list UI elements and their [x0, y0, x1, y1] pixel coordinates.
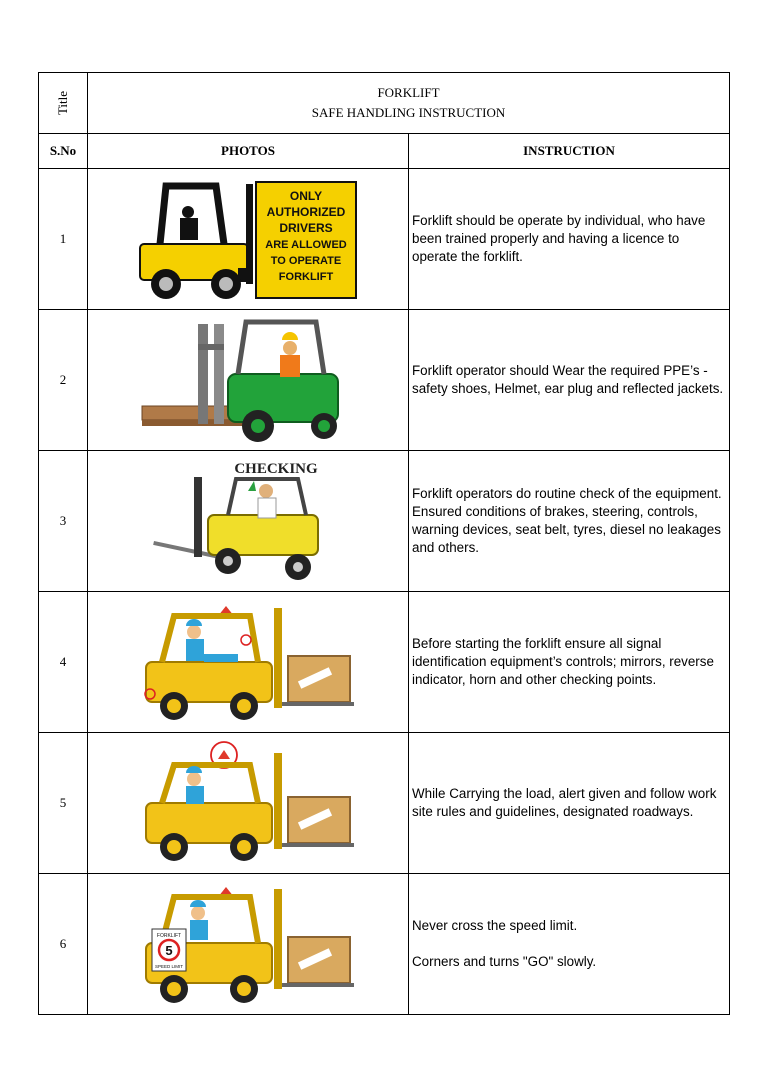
sign-line: ARE ALLOWED: [265, 239, 347, 251]
signal-check-forklift-image: [138, 598, 358, 726]
table-row: [39, 592, 730, 733]
row-number: 1: [39, 169, 88, 310]
header-row: [39, 134, 730, 169]
instruction-text: [409, 310, 730, 451]
column-header-sno: S.No: [39, 134, 88, 169]
instruction-text: [409, 169, 730, 310]
instruction-table: [38, 72, 730, 1015]
row-number: 2: [39, 310, 88, 451]
table-row: [39, 874, 730, 1015]
authorized-sign: [256, 182, 356, 298]
instruction-paragraph: Forklift operators do routine check of the equipment. Ensured conditions of brakes, steering, controls, warning devices, seat belt, tyres, diesel no leakages and others.: [412, 486, 722, 555]
beacon-icon: [218, 750, 230, 759]
green-forklift-ppe-image: [138, 314, 358, 446]
sign-line: TO OPERATE: [270, 255, 342, 267]
speed-sign-bottom: SPEED LIMIT: [154, 964, 184, 969]
column-header-photos: PHOTOS: [88, 134, 409, 169]
photo-cell: [88, 874, 409, 1015]
mirror-check-circle: [241, 635, 251, 645]
sign-line: ONLY: [289, 189, 323, 203]
instruction-paragraph: Forklift should be operate by individual, who have been trained properly and having a licence to operate the forklift.: [412, 213, 706, 264]
instruction-paragraph: Corners and turns "GO" slowly.: [412, 954, 597, 969]
table-row: [39, 169, 730, 310]
row-number: 5: [39, 733, 88, 874]
row-number: 3: [39, 451, 88, 592]
photo-cell: [88, 592, 409, 733]
document-title: [88, 73, 730, 134]
speed-limit-sign: [152, 929, 186, 971]
instruction-text: [409, 874, 730, 1015]
instruction-paragraph: Forklift operator should Wear the required PPE’s - safety shoes, Helmet, ear plug and reflected jackets.: [412, 363, 724, 396]
speed-sign-number: 5: [165, 943, 173, 958]
sign-line: FORKLIFT: [278, 271, 334, 283]
sign-line: AUTHORIZED: [266, 205, 346, 219]
table-row: [39, 733, 730, 874]
instruction-paragraph: Never cross the speed limit.: [412, 918, 578, 933]
speed-limit-forklift-image: [138, 879, 358, 1009]
title-label-cell: [39, 73, 88, 134]
title-row: [39, 73, 730, 134]
column-header-instruction: INSTRUCTION: [409, 134, 730, 169]
speed-sign-top: FORKLIFT: [156, 933, 182, 939]
yellow-forklift-icon: [140, 184, 253, 299]
title-label: Title: [55, 90, 70, 116]
sign-line: DRIVERS: [279, 221, 333, 235]
instruction-text: [409, 451, 730, 592]
authorized-drivers-forklift-image: [138, 176, 358, 302]
instruction-text: [409, 592, 730, 733]
instruction-paragraph: While Carrying the load, alert given and follow work site rules and guidelines, designated roadways.: [412, 786, 717, 819]
table-row: [39, 310, 730, 451]
check-arrow-icon: [248, 481, 256, 491]
alert-beacon-forklift-image: [138, 739, 358, 867]
photo-caption: CHECKING: [234, 461, 318, 477]
instruction-text: [409, 733, 730, 874]
photo-cell: [88, 310, 409, 451]
photo-cell: [88, 169, 409, 310]
title-line-2: SAFE HANDLING INSTRUCTION: [311, 105, 506, 120]
instruction-paragraph: Before starting the forklift ensure all signal identification equipment’s controls; mirrors, reverse indicator, horn and other checking points.: [412, 636, 714, 687]
photo-cell: [88, 733, 409, 874]
title-line-1: FORKLIFT: [377, 85, 440, 100]
photo-cell: [88, 451, 409, 592]
row-number: 6: [39, 874, 88, 1015]
checking-forklift-image: [138, 455, 358, 587]
row-number: 4: [39, 592, 88, 733]
table-row: [39, 451, 730, 592]
